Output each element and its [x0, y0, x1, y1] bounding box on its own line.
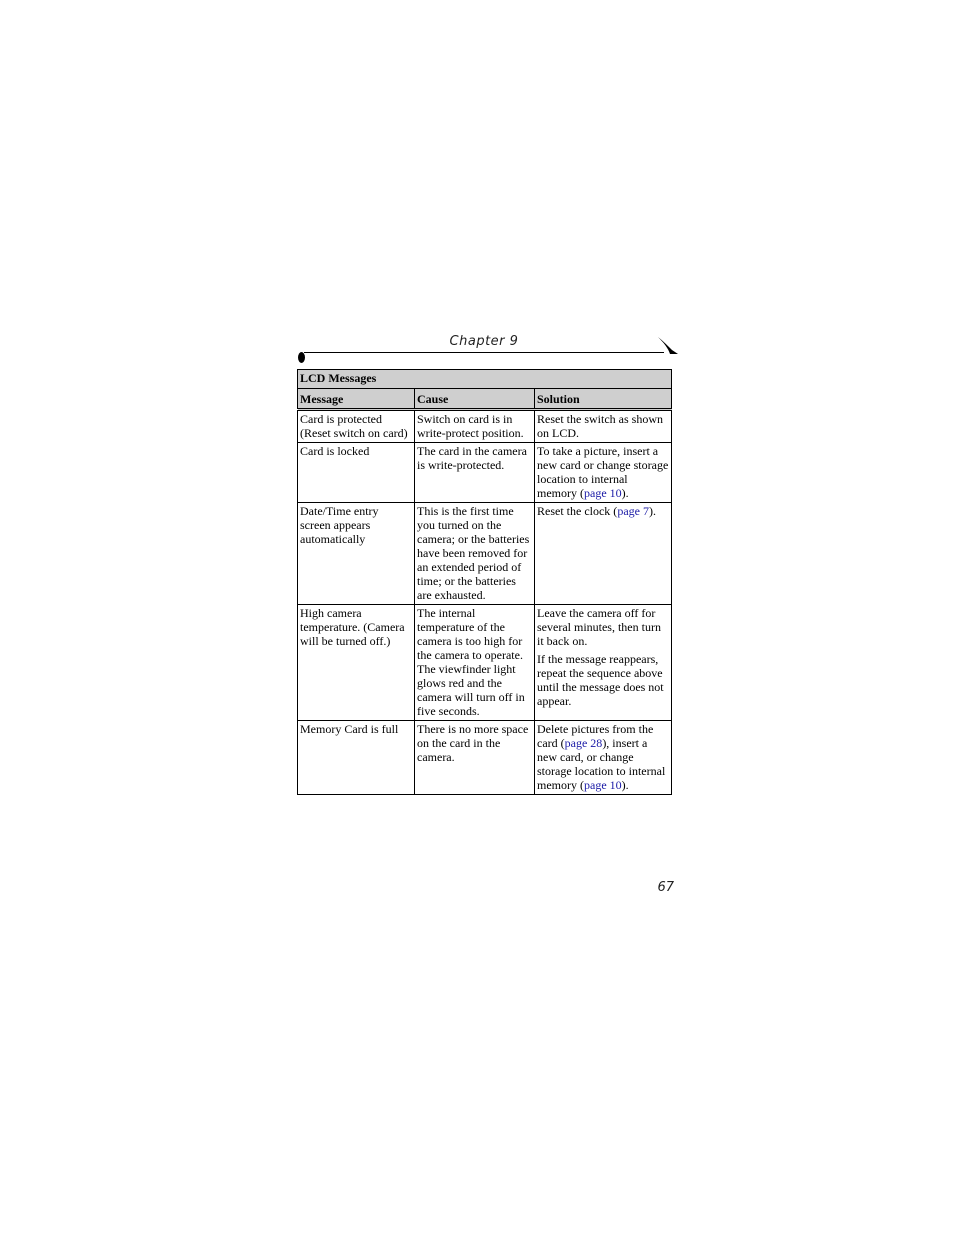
cause-cell: Switch on card is in write-protect position.: [415, 410, 535, 443]
solution-text: Reset the switch as shown on LCD.: [537, 412, 663, 440]
cause-cell: The card in the camera is write-protected.: [415, 443, 535, 503]
solution-text: Reset the clock (: [537, 504, 618, 518]
chapter-title: Chapter 9: [449, 334, 519, 349]
page-link[interactable]: page 10: [584, 486, 622, 500]
table-row: [298, 410, 672, 443]
table-row: [298, 605, 672, 721]
column-header-message: Message: [298, 389, 415, 410]
solution-cell: [535, 503, 672, 605]
lcd-messages-table: [297, 369, 672, 795]
page-link[interactable]: page 7: [617, 504, 649, 518]
message-cell: Card is protected (Reset switch on card): [298, 410, 415, 443]
solution-cell: [535, 410, 672, 443]
cause-cell: There is no more space on the card in the camera.: [415, 721, 535, 795]
message-cell: High camera temperature. (Camera will be turned off.): [298, 605, 415, 721]
chapter-header: [298, 333, 678, 365]
table-row: [298, 503, 672, 605]
solution-text: Delete pictures from the card (: [537, 722, 654, 750]
cause-cell: The internal temperature of the camera is too high for the camera to operate. The viewfinder light glows red and the camera will turn off in five seconds.: [415, 605, 535, 721]
column-header-cause: Cause: [415, 389, 535, 410]
solution-text: ).: [648, 504, 656, 518]
rule-dot-icon: [298, 352, 305, 363]
message-cell: Date/Time entry screen appears automatically: [298, 503, 415, 605]
column-header-solution: Solution: [535, 389, 672, 410]
cause-cell: This is the first time you turned on the camera; or the batteries have been removed for an extended period of time; or the batteries are exhausted.: [415, 503, 535, 605]
message-cell: Card is locked: [298, 443, 415, 503]
solution-text: ).: [621, 486, 629, 500]
solution-cell: [535, 443, 672, 503]
solution-cell: [535, 605, 672, 721]
rule-arrow-icon: [656, 335, 678, 355]
solution-text: Leave the camera off for several minutes, then turn it back on.: [537, 606, 661, 648]
solution-text: If the message reappears, repeat the sequence above until the message does not appear.: [537, 652, 664, 708]
page-link[interactable]: page 28: [564, 736, 603, 750]
page-number: 67: [657, 880, 674, 895]
table-row: [298, 721, 672, 795]
solution-text: To take a picture, insert a new card or change storage location to internal memory (: [537, 444, 669, 500]
message-cell: Memory Card is full: [298, 721, 415, 795]
solution-cell: [535, 721, 672, 795]
solution-text: ), insert a new card, or change storage location to internal memory (: [537, 736, 666, 792]
table-title: LCD Messages: [298, 370, 672, 389]
header-rule: [304, 352, 664, 353]
solution-text: ).: [621, 778, 629, 792]
table-row: [298, 443, 672, 503]
page-link[interactable]: page 10: [584, 778, 622, 792]
